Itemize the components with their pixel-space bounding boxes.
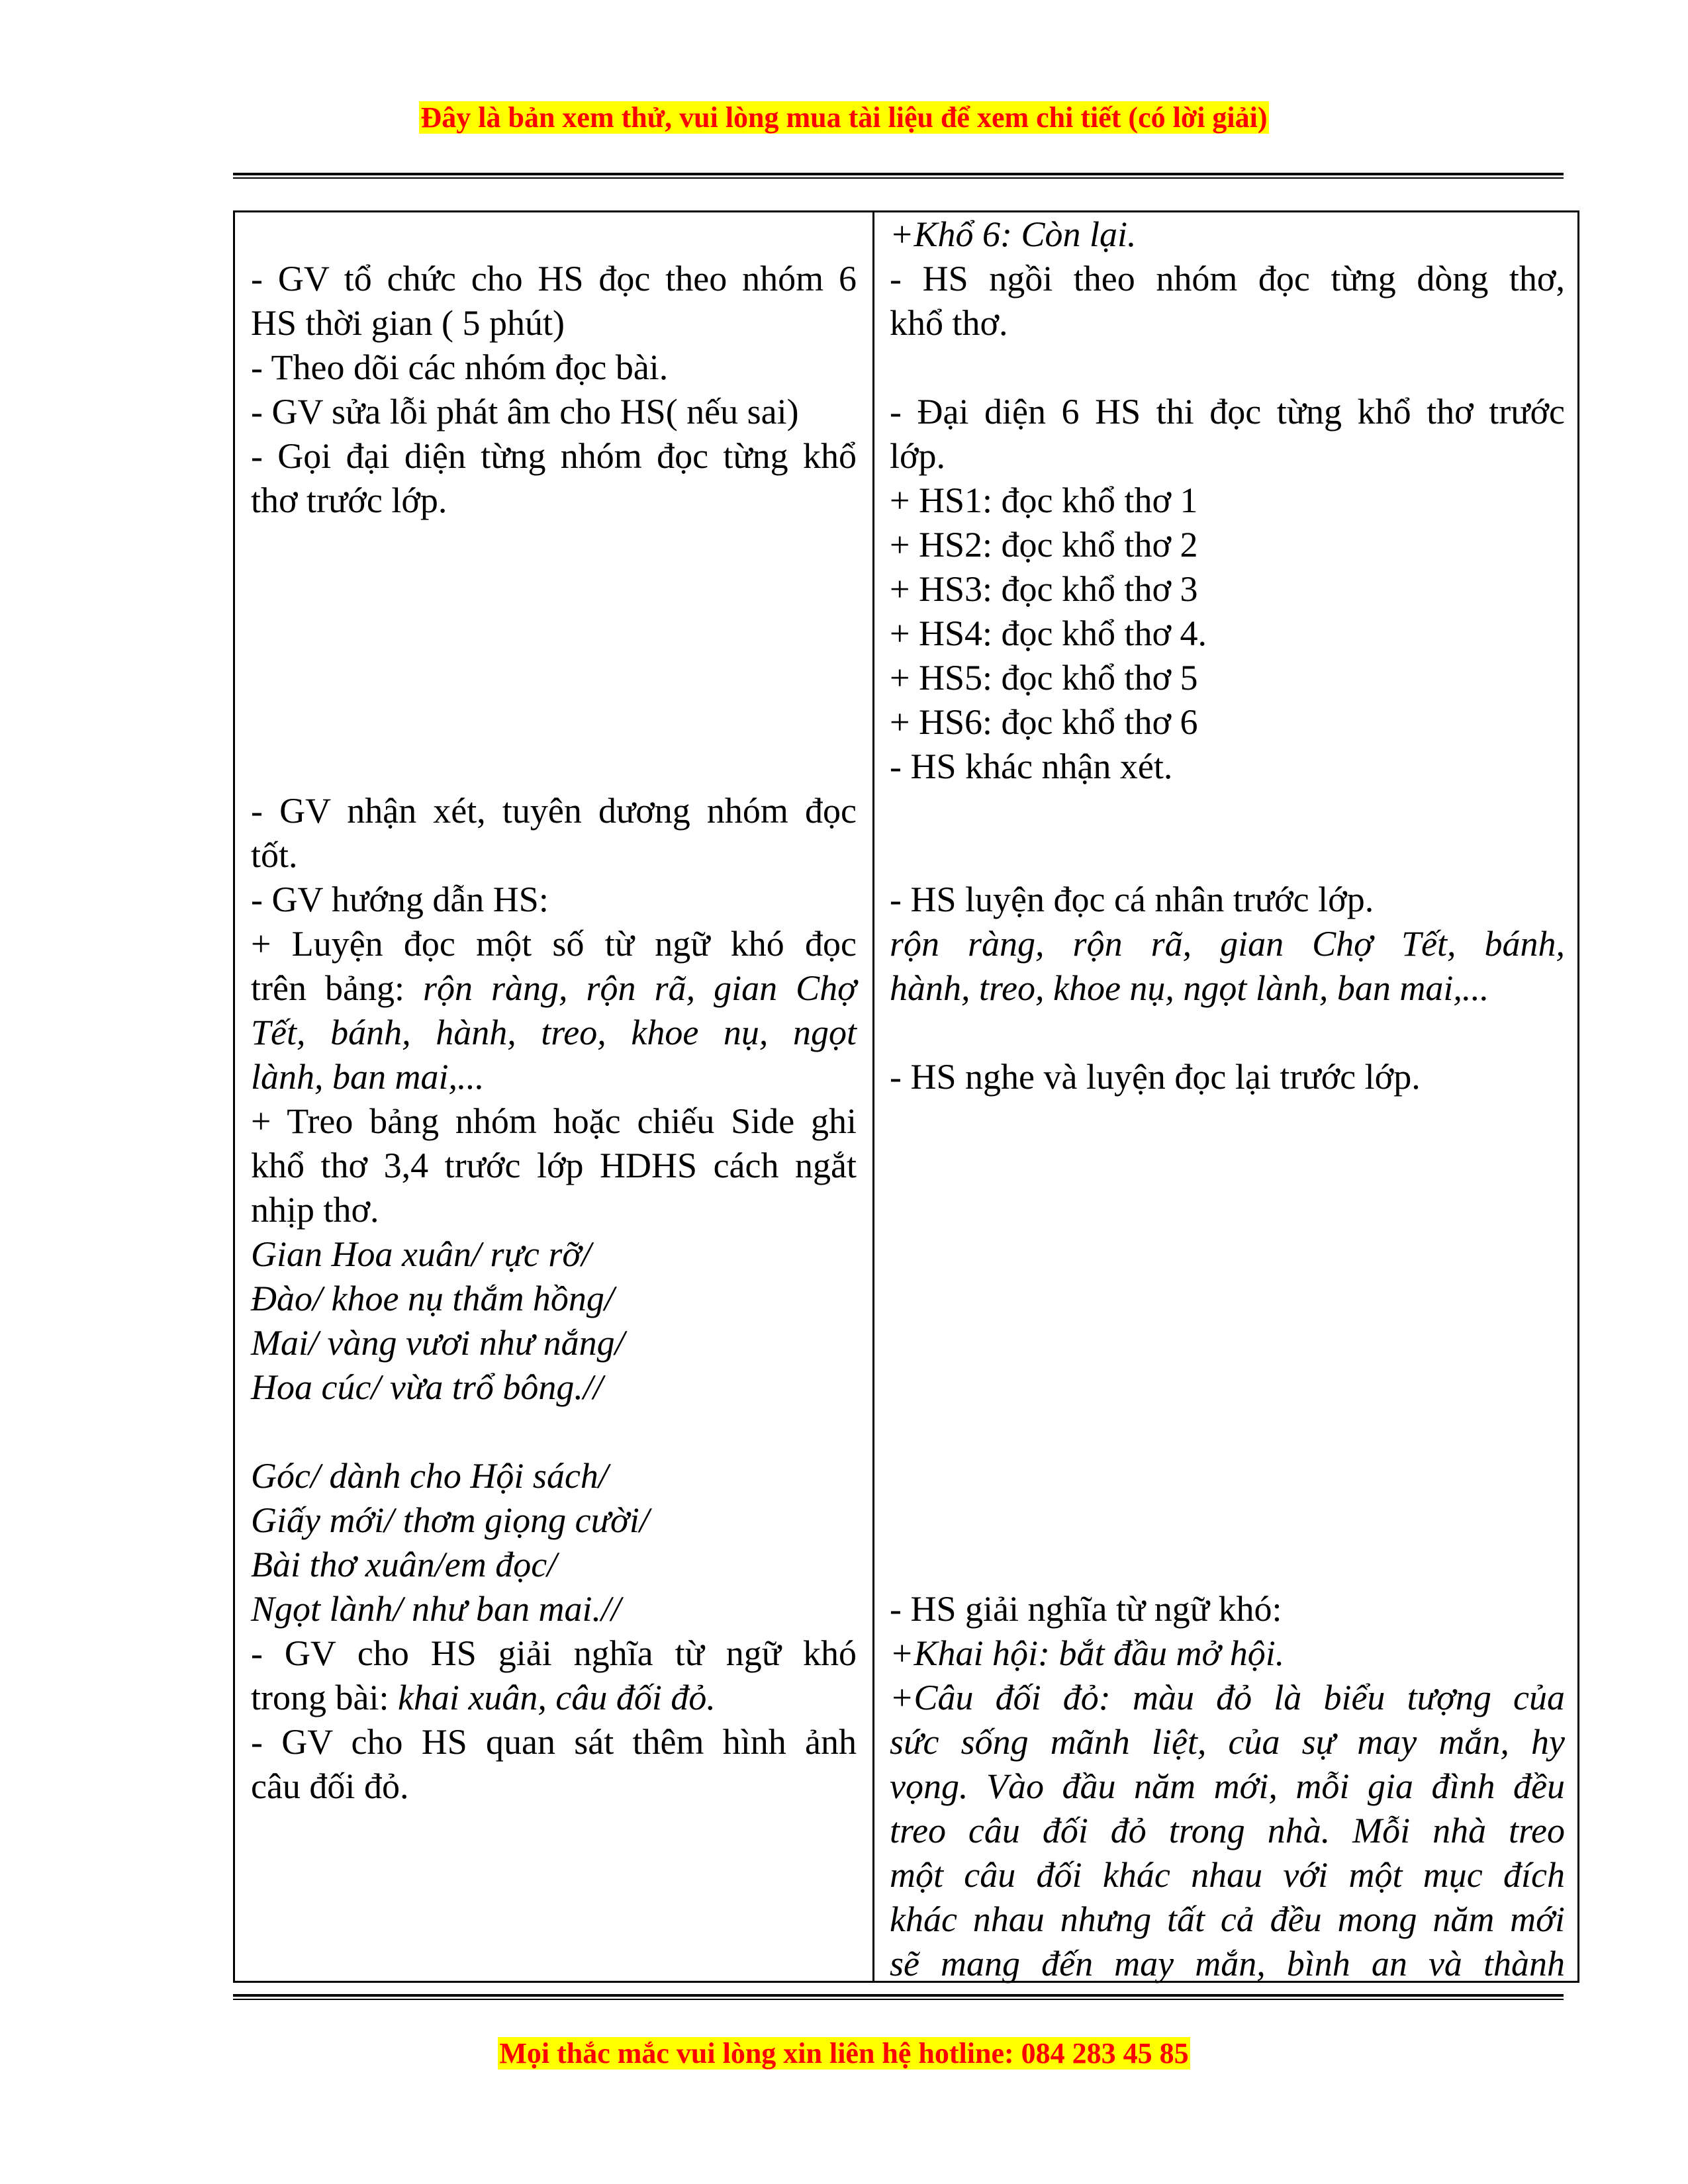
text-line: - GV nhận xét, tuyên dương nhóm đọc — [251, 791, 857, 831]
text-line: sẽ mang đến may mắn, bình an và thành — [890, 1944, 1565, 1983]
text-line: - HS luyện đọc cá nhân trước lớp. — [890, 880, 1374, 919]
text-line: - Đại diện 6 HS thi đọc từng khổ thơ trước — [890, 392, 1565, 432]
text-line: + Luyện đọc một số từ ngữ khó đọc — [251, 924, 857, 964]
text-line: - GV cho HS giải nghĩa từ ngữ khó — [251, 1633, 857, 1673]
poem-line: Gian Hoa xuân/ rực rỡ/ — [251, 1234, 592, 1274]
poem-line: Đào/ khoe nụ thắm hồng/ — [251, 1279, 614, 1318]
preview-notice-banner: Đây là bản xem thử, vui lòng mua tài liệu để xem chi tiết (có lời giải) — [420, 101, 1268, 134]
text-line: + HS2: đọc khổ thơ 2 — [890, 525, 1198, 565]
text-line: câu đối đỏ. — [251, 1766, 409, 1806]
text-line: một câu đối khác nhau với một mục đích — [890, 1855, 1565, 1895]
poem-line: Giấy mới/ thơm giọng cười/ — [251, 1500, 649, 1540]
footer-double-rule — [233, 1994, 1564, 2000]
text-line: +Khổ 6: Còn lại. — [890, 214, 1137, 254]
text-line: + Treo bảng nhóm hoặc chiếu Side ghi — [251, 1101, 857, 1141]
lesson-table — [233, 210, 1579, 1983]
text-line: - GV cho HS quan sát thêm hình ảnh — [251, 1722, 857, 1762]
text-line: tốt. — [251, 835, 298, 875]
student-activities-column — [890, 212, 1565, 1986]
poem-line: Ngọt lành/ như ban mai.// — [251, 1589, 621, 1629]
text-line: - HS ngồi theo nhóm đọc từng dòng thơ, — [890, 259, 1565, 298]
text-line: treo câu đối đỏ trong nhà. Mỗi nhà treo — [890, 1811, 1565, 1850]
text-line: + HS6: đọc khổ thơ 6 — [890, 702, 1198, 742]
text-line: - Theo dõi các nhóm đọc bài. — [251, 347, 669, 387]
text-line: hành, treo, khoe nụ, ngọt lành, ban mai,... — [890, 968, 1489, 1008]
text-line: Tết, bánh, hành, treo, khoe nụ, ngọt — [251, 1013, 857, 1052]
poem-line: Mai/ vàng vươi như nắng/ — [251, 1323, 625, 1363]
text-line: HS thời gian ( 5 phút) — [251, 303, 565, 343]
text-line: trên bảng: rộn ràng, rộn rã, gian Chợ — [251, 968, 857, 1008]
text-line: - HS giải nghĩa từ ngữ khó: — [890, 1589, 1282, 1629]
teacher-activities-column — [251, 212, 857, 1809]
text-line: +Khai hội: bắt đầu mở hội. — [890, 1633, 1285, 1673]
text-line: - GV sửa lỗi phát âm cho HS( nếu sai) — [251, 392, 799, 432]
text-line: + HS5: đọc khổ thơ 5 — [890, 658, 1198, 698]
text-line: - Gọi đại diện từng nhóm đọc từng khổ — [251, 436, 857, 476]
text-line: nhịp thơ. — [251, 1190, 379, 1230]
column-divider — [872, 212, 874, 1981]
text-line: thơ trước lớp. — [251, 480, 447, 520]
text-line: - GV tổ chức cho HS đọc theo nhóm 6 — [251, 259, 857, 298]
poem-line: Hoa cúc/ vừa trổ bông.// — [251, 1367, 603, 1407]
text-line: + HS1: đọc khổ thơ 1 — [890, 480, 1198, 520]
text-line: + HS3: đọc khổ thơ 3 — [890, 569, 1198, 609]
text-line: khác nhau nhưng tất cả đều mong năm mới — [890, 1899, 1565, 1939]
text-line: + HS4: đọc khổ thơ 4. — [890, 614, 1207, 653]
text-line: +Câu đối đỏ: màu đỏ là biểu tượng của — [890, 1678, 1565, 1717]
text-line: sức sống mãnh liệt, của sự may mắn, hy — [890, 1722, 1565, 1762]
hotline-banner: Mọi thắc mắc vui lòng xin liên hệ hotline: 084 283 45 85 — [499, 2037, 1189, 2070]
text-line: lành, ban mai,... — [251, 1057, 485, 1097]
text-line: trong bài: khai xuân, câu đối đỏ. — [251, 1678, 716, 1717]
text-line: khổ thơ. — [890, 303, 1008, 343]
text-line: vọng. Vào đầu năm mới, mỗi gia đình đều — [890, 1766, 1565, 1806]
text-line: khổ thơ 3,4 trước lớp HDHS cách ngắt — [251, 1146, 857, 1185]
text-line: rộn ràng, rộn rã, gian Chợ Tết, bánh, — [890, 924, 1565, 964]
header-double-rule — [233, 173, 1564, 179]
poem-line: Góc/ dành cho Hội sách/ — [251, 1456, 608, 1496]
text-line: - HS khác nhận xét. — [890, 747, 1173, 786]
text-line: lớp. — [890, 436, 946, 476]
text-line: - GV hướng dẫn HS: — [251, 880, 549, 919]
text-line: - HS nghe và luyện đọc lại trước lớp. — [890, 1057, 1421, 1097]
poem-line: Bài thơ xuân/em đọc/ — [251, 1545, 557, 1584]
